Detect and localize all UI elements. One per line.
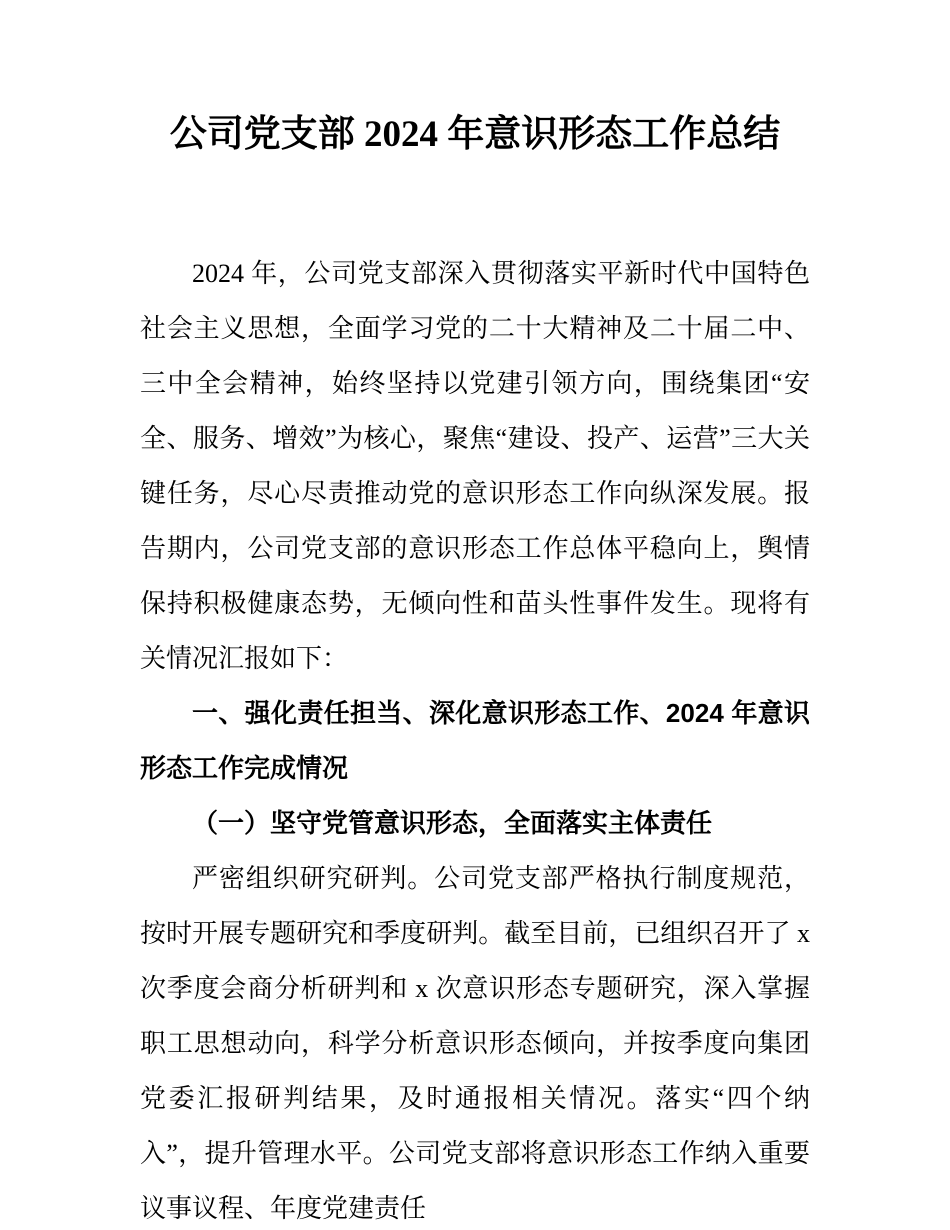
subsection-1-1-body-paragraph: 严密组织研究研判。公司党支部严格执行制度规范，按时开展专题研究和季度研判。截至目前，已组织召开了 x 次季度会商分析研判和 x 次意识形态专题研究，深入掌握职工思想动向，科学分析意识形态倾向，并按季度向集团党委汇报研判结果，及时通报相关情况。落实“四个纳入”，提升管理水平。公司党支部将意识形态工作纳入重要议事议程、年度党建责任: [140, 864, 810, 1223]
document-title: 公司党支部 2024 年意识形态工作总结: [169, 114, 781, 155]
subsection-1-1-heading: （一）坚守党管意识形态，全面落实主体责任: [192, 808, 713, 838]
document-text-area: [140, 112, 810, 1230]
intro-paragraph: 2024 年，公司党支部深入贯彻落实平新时代中国特色社会主义思想，全面学习党的二十大精神及二十届二中、三中全会精神，始终坚持以党建引领方向，围绕集团“安全、服务、增效”为核心，聚焦“建设、投产、运营”三大关键任务，尽心尽责推动党的意识形态工作向纵深发展。报告期内，公司党支部的意识形态工作总体平稳向上，舆情保持积极健康态势，无倾向性和苗头性事件发生。现将有关情况汇报如下：: [140, 259, 810, 673]
section-1-heading: 一、强化责任担当、深化意识形态工作、2024 年意识形态工作完成情况: [140, 698, 810, 783]
